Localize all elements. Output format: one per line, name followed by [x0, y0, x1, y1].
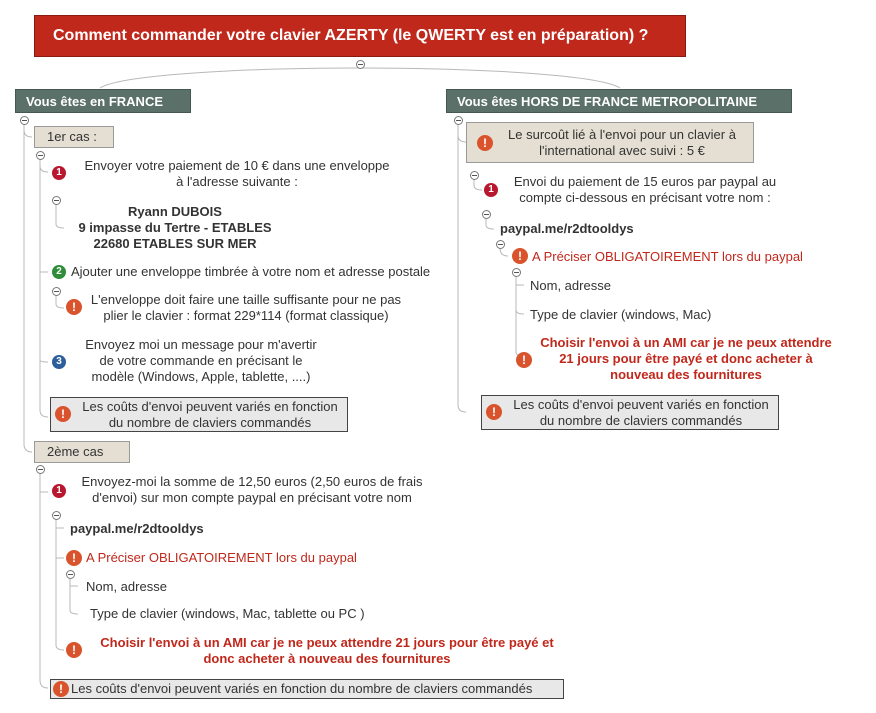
branch-france[interactable]: Vous êtes en FRANCE: [15, 89, 191, 113]
envelope-note-collapse-toggle-icon[interactable]: [52, 287, 61, 296]
right-step1-text[interactable]: Envoi du paiement de 15 euros par paypal au compte ci-dessous en précisant votre nom :: [513, 174, 777, 205]
step-number-1-icon: 1: [52, 484, 66, 498]
paypal-collapse-toggle-icon[interactable]: [482, 210, 491, 219]
case1-step3-text[interactable]: Envoyez moi un message pour m'avertir de votre commande en précisant le modèle (Windows, Apple, tablette, ....): [85, 337, 317, 384]
case2-collapse-toggle-icon[interactable]: [36, 465, 45, 474]
warning-icon: !: [55, 406, 71, 422]
precise-collapse-toggle-icon[interactable]: [496, 240, 505, 249]
envelope-note[interactable]: L'enveloppe doit faire une taille suffisante pour ne pas plier le clavier : format 229*114 (format classique): [90, 292, 402, 323]
paypal-collapse-toggle-icon[interactable]: [52, 511, 61, 520]
case2-costs-note[interactable]: ! Les coûts d'envoi peuvent variés en fonction du nombre de claviers commandés: [50, 679, 564, 699]
step-number-3-icon: 3: [52, 355, 66, 369]
step-number-1-icon: 1: [484, 183, 498, 197]
address-collapse-toggle-icon[interactable]: [52, 196, 61, 205]
surcout-note[interactable]: ! Le surcoût lié à l'envoi pour un clavier à l'international avec suivi : 5 €: [466, 122, 754, 163]
case2-precise-text[interactable]: A Préciser OBLIGATOIREMENT lors du paypal: [86, 550, 357, 565]
case1-step1-text[interactable]: Envoyer votre paiement de 10 € dans une enveloppe à l'adresse suivante :: [84, 158, 390, 189]
warning-icon: !: [516, 352, 532, 368]
step-number-2-icon: 2: [52, 265, 66, 279]
right-nom-adresse[interactable]: Nom, adresse: [530, 278, 611, 293]
case1-step2-text[interactable]: Ajouter une enveloppe timbrée à votre nom et adresse postale: [71, 264, 431, 279]
precise-collapse-toggle-icon[interactable]: [66, 570, 75, 579]
warning-icon: !: [486, 404, 502, 420]
case1-collapse-toggle-icon[interactable]: [36, 151, 45, 160]
details-collapse-toggle-icon[interactable]: [512, 268, 521, 277]
warning-icon: !: [66, 299, 82, 315]
address-block[interactable]: Ryann DUBOIS 9 impasse du Tertre - ETABLES 22680 ETABLES SUR MER: [78, 204, 272, 251]
case2-nom-adresse[interactable]: Nom, adresse: [86, 579, 167, 594]
step1-collapse-toggle-icon[interactable]: [470, 171, 479, 180]
case1-costs-note[interactable]: ! Les coûts d'envoi peuvent variés en fonction du nombre de claviers commandés: [50, 397, 348, 432]
warning-icon: !: [477, 135, 493, 151]
case1-label[interactable]: 1er cas :: [34, 126, 114, 148]
root-title[interactable]: Comment commander votre clavier AZERTY (le QWERTY est en préparation) ?: [34, 15, 686, 57]
warning-icon: !: [66, 550, 82, 566]
branch-hors-france[interactable]: Vous êtes HORS DE FRANCE METROPOLITAINE: [446, 89, 792, 113]
right-ami-note[interactable]: Choisir l'envoi à un AMI car je ne peux attendre 21 jours pour être payé et donc acheter à nouveau des fournitures: [540, 335, 832, 382]
case2-ami-note[interactable]: Choisir l'envoi à un AMI car je ne peux attendre 21 jours pour être payé et donc acheter à nouveau des fournitures: [100, 635, 554, 666]
case2-step1-text[interactable]: Envoyez-moi la somme de 12,50 euros (2,50 euros de frais d'envoi) sur mon compte paypal en précisant votre nom: [81, 474, 423, 505]
warning-icon: !: [66, 642, 82, 658]
case2-paypal-link[interactable]: paypal.me/r2dtooldys: [70, 521, 204, 536]
step-number-1-icon: 1: [52, 166, 66, 180]
right-costs-note[interactable]: ! Les coûts d'envoi peuvent variés en fonction du nombre de claviers commandés: [481, 395, 779, 430]
case2-label[interactable]: 2ème cas: [34, 441, 130, 463]
right-type-clavier[interactable]: Type de clavier (windows, Mac): [530, 307, 712, 322]
hors-france-collapse-toggle-icon[interactable]: [454, 116, 463, 125]
warning-icon: !: [512, 248, 528, 264]
case2-type-clavier[interactable]: Type de clavier (windows, Mac, tablette ou PC ): [90, 606, 365, 621]
right-paypal-link[interactable]: paypal.me/r2dtooldys: [500, 221, 634, 236]
root-collapse-toggle-icon[interactable]: [356, 60, 365, 69]
france-collapse-toggle-icon[interactable]: [20, 116, 29, 125]
warning-icon: !: [53, 681, 69, 697]
right-precise-text[interactable]: A Préciser OBLIGATOIREMENT lors du paypal: [532, 249, 803, 264]
